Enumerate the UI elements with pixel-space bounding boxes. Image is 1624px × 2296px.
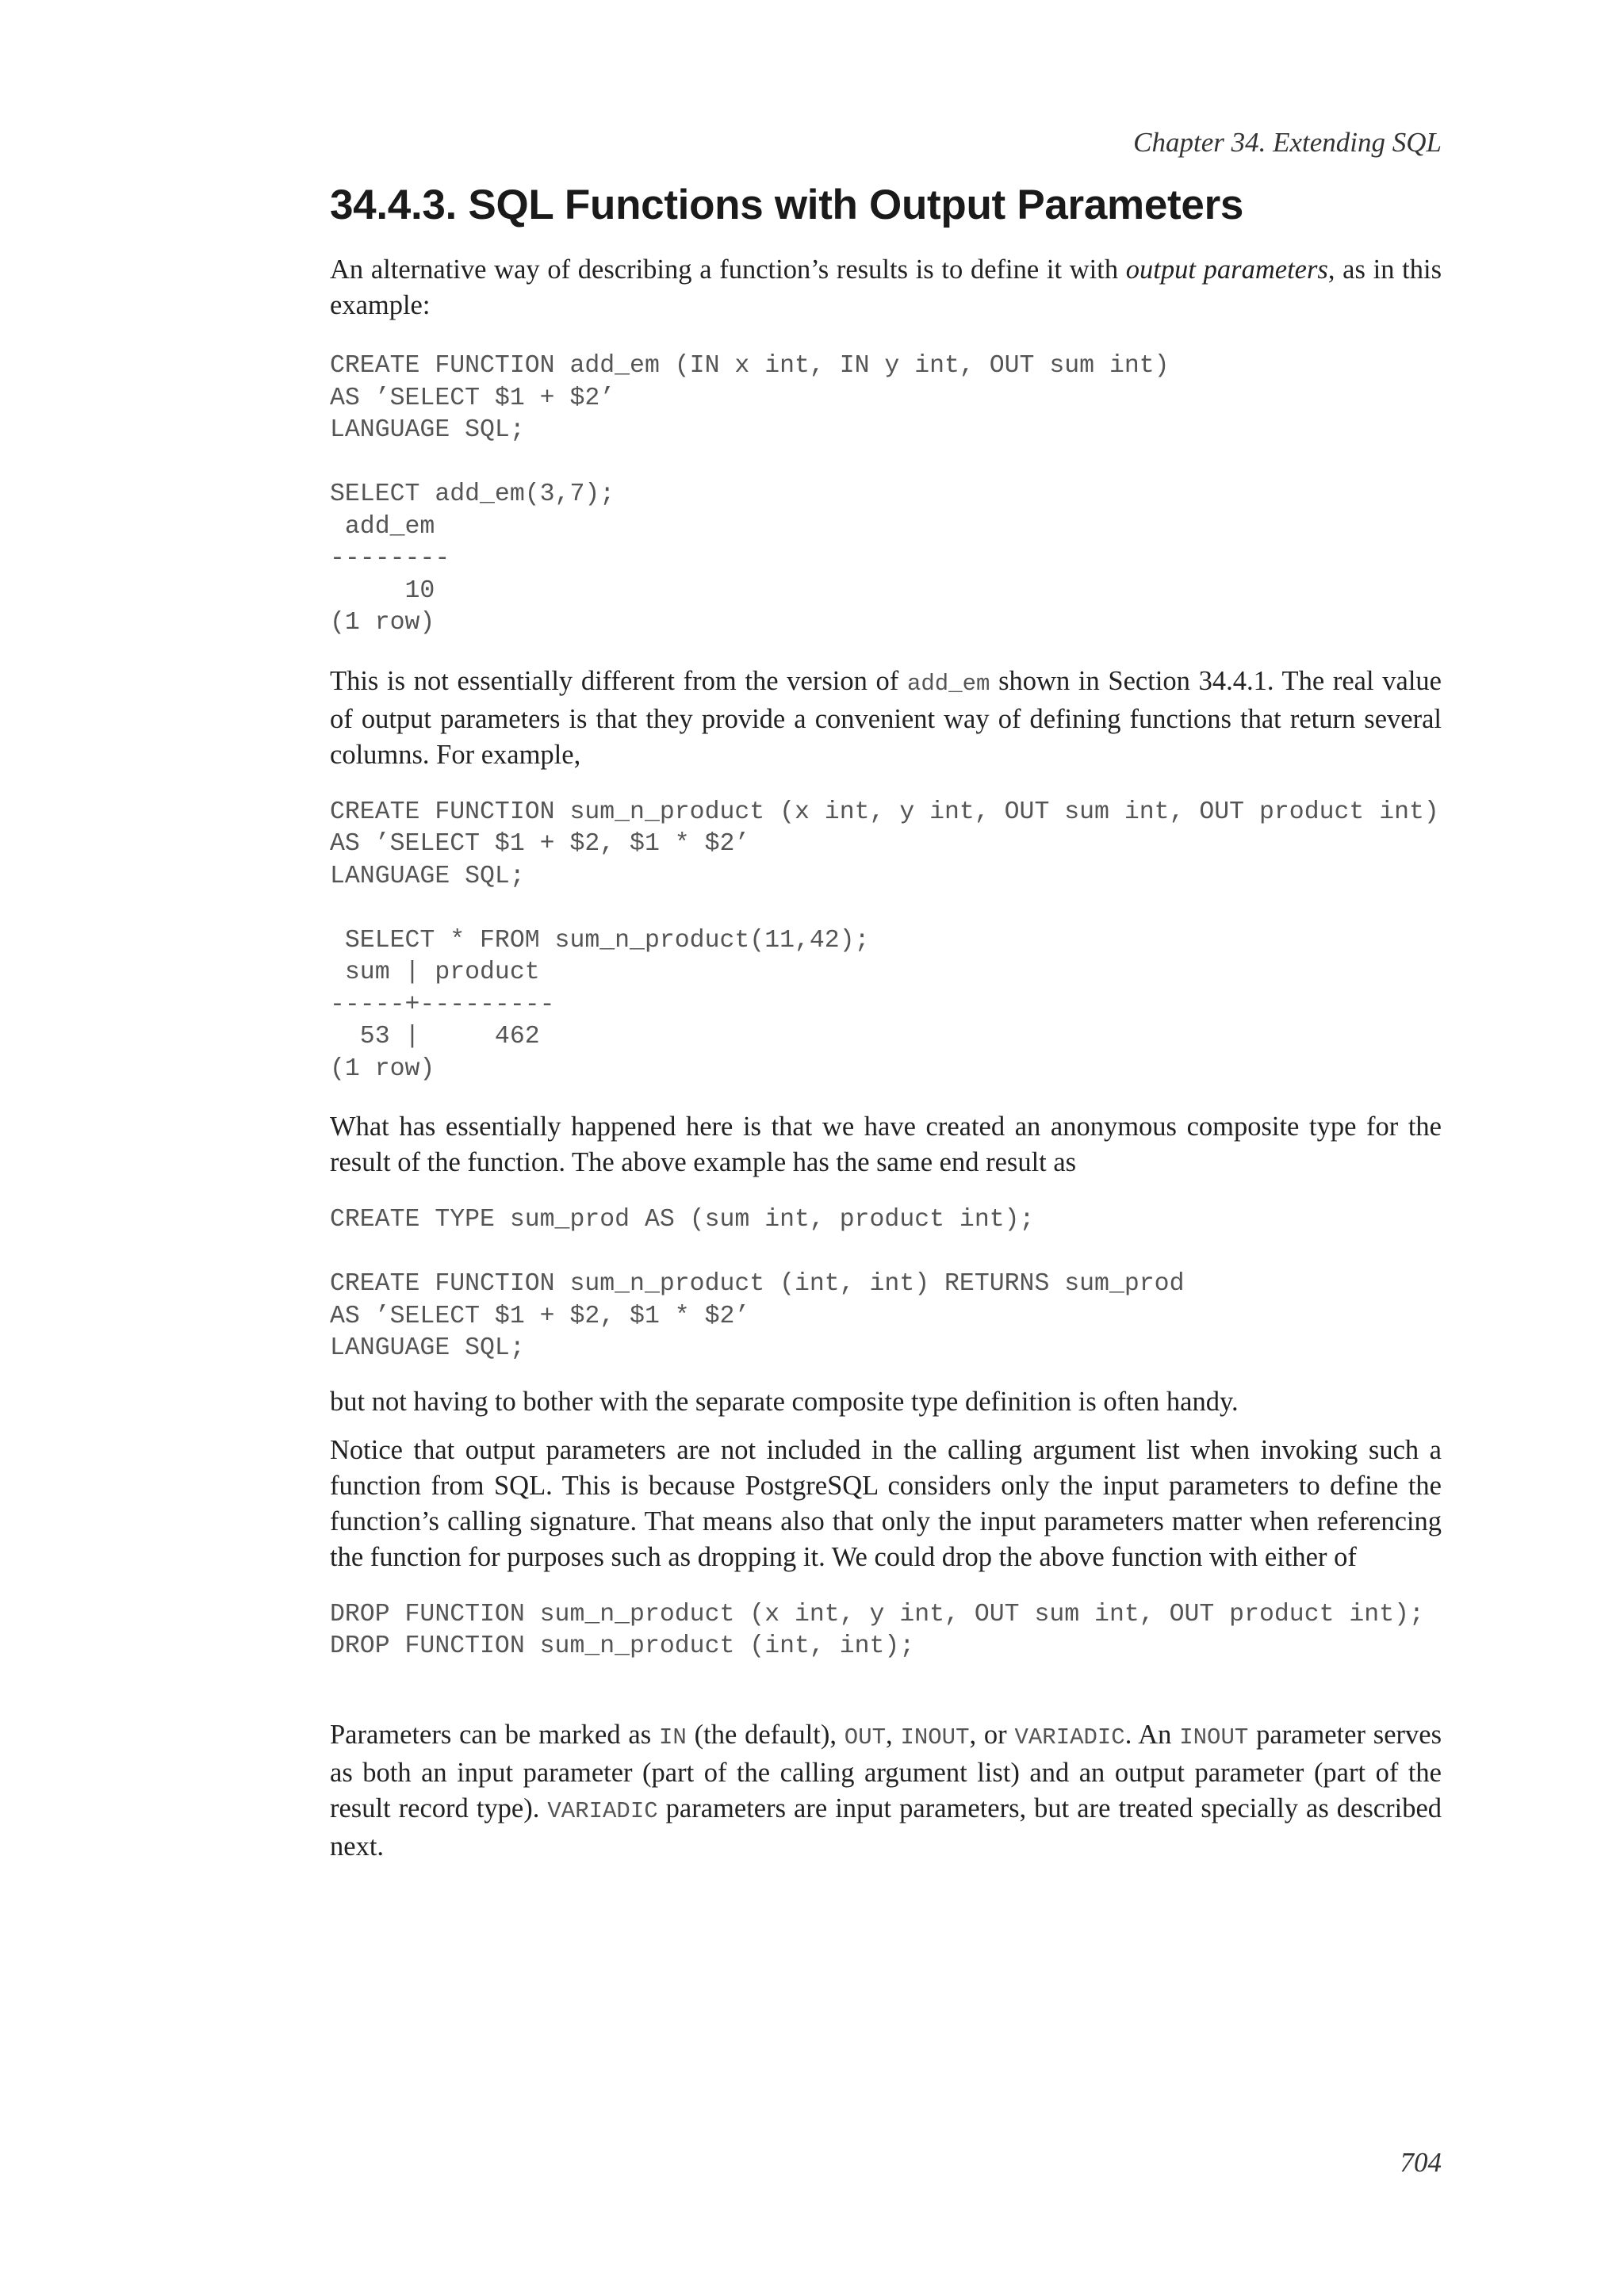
code-block-add-em: CREATE FUNCTION add_em (IN x int, IN y int, OUT sum int) AS ’SELECT $1 + $2’ LANGUAGE SQL; SELECT add_em(3,7); add_em -------- 10 (1 row) (330, 352, 1170, 637)
paragraph-intro-text-2: , as in this example: (330, 254, 1442, 320)
inline-code-variadic-2: VARIADIC (547, 1797, 658, 1824)
paragraph-modes-text-1: Parameters can be marked as (330, 1719, 659, 1750)
paragraph-real-value-text-1: This is not essentially different from the version of (330, 665, 907, 696)
page-number: 704 (1400, 2147, 1442, 2178)
paragraph-modes-text-7: parameters are input parameters, but are treated specially as described next. (330, 1793, 1442, 1862)
paragraph-anonymous-type: What has essentially happened here is that we have created an anonymous composite type for the result of the function. The above example has the same end result as (330, 1112, 1442, 1177)
running-header: Chapter 34. Extending SQL (1133, 127, 1442, 158)
paragraph-intro-text-1: An alternative way of describing a function’s results is to define it with (330, 254, 1126, 285)
inline-code-out: OUT (844, 1724, 887, 1751)
inline-code-inout: INOUT (900, 1724, 970, 1751)
paragraph-parameter-modes (330, 1717, 1442, 1865)
paragraph-handy: but not having to bother with the separate composite type definition is often handy. (330, 1386, 1239, 1417)
paragraph-modes-text-6: parameter serves as both an input parameter (part of the calling argument list) and an output parameter (part of the result record type). (330, 1719, 1442, 1823)
code-block-drop-function: DROP FUNCTION sum_n_product (x int, y int, OUT sum int, OUT product int); DROP FUNCTION sum_n_product (int, int); (330, 1600, 1424, 1660)
paragraph-modes-text-2: (the default), (686, 1719, 845, 1750)
inline-code-in: IN (658, 1724, 687, 1751)
paragraph-modes-text-5: . An (1124, 1719, 1180, 1750)
paragraph-real-value-text-2: shown in Section 34.4.1. The real value of output parameters is that they provide a convenient way of defining functions that return several columns. For example, (330, 665, 1442, 770)
term-output-parameters: output parameters (1125, 254, 1328, 285)
inline-code-variadic: VARIADIC (1014, 1724, 1125, 1751)
paragraph-real-value (330, 664, 1442, 773)
page-content (330, 252, 1442, 1865)
code-block-sum-n-product: CREATE FUNCTION sum_n_product (x int, y int, OUT sum int, OUT product int) AS ’SELECT $1 + $2, $1 * $2’ LANGUAGE SQL; SELECT * FROM sum_n_product(11,42); sum | product -----+--------- 53 | 462 (1 row) (330, 798, 1439, 1083)
paragraph-modes-text-4: , or (969, 1719, 1015, 1750)
paragraph-intro (330, 252, 1442, 323)
paragraph-notice: Notice that output parameters are not included in the calling argument list when invoking such a function from SQL. This is because PostgreSQL considers only the input parameters to define the function’s calling signature. That means also that only the input parameters matter when referencing the function for purposes such as dropping it. We could drop the above function with either of (330, 1434, 1442, 1572)
document-page (330, 0, 1442, 2296)
inline-code-add-em: add_em (906, 670, 990, 697)
inline-code-inout-2: INOUT (1179, 1724, 1249, 1751)
code-block-create-type: CREATE TYPE sum_prod AS (sum int, product int); CREATE FUNCTION sum_n_product (int, int) RETURNS sum_prod AS ’SELECT $1 + $2, $1 * $2’ LANGUAGE SQL; (330, 1206, 1185, 1362)
paragraph-modes-text-3: , (886, 1719, 901, 1750)
section-title: 34.4.3. SQL Functions with Output Parameters (330, 182, 1244, 228)
